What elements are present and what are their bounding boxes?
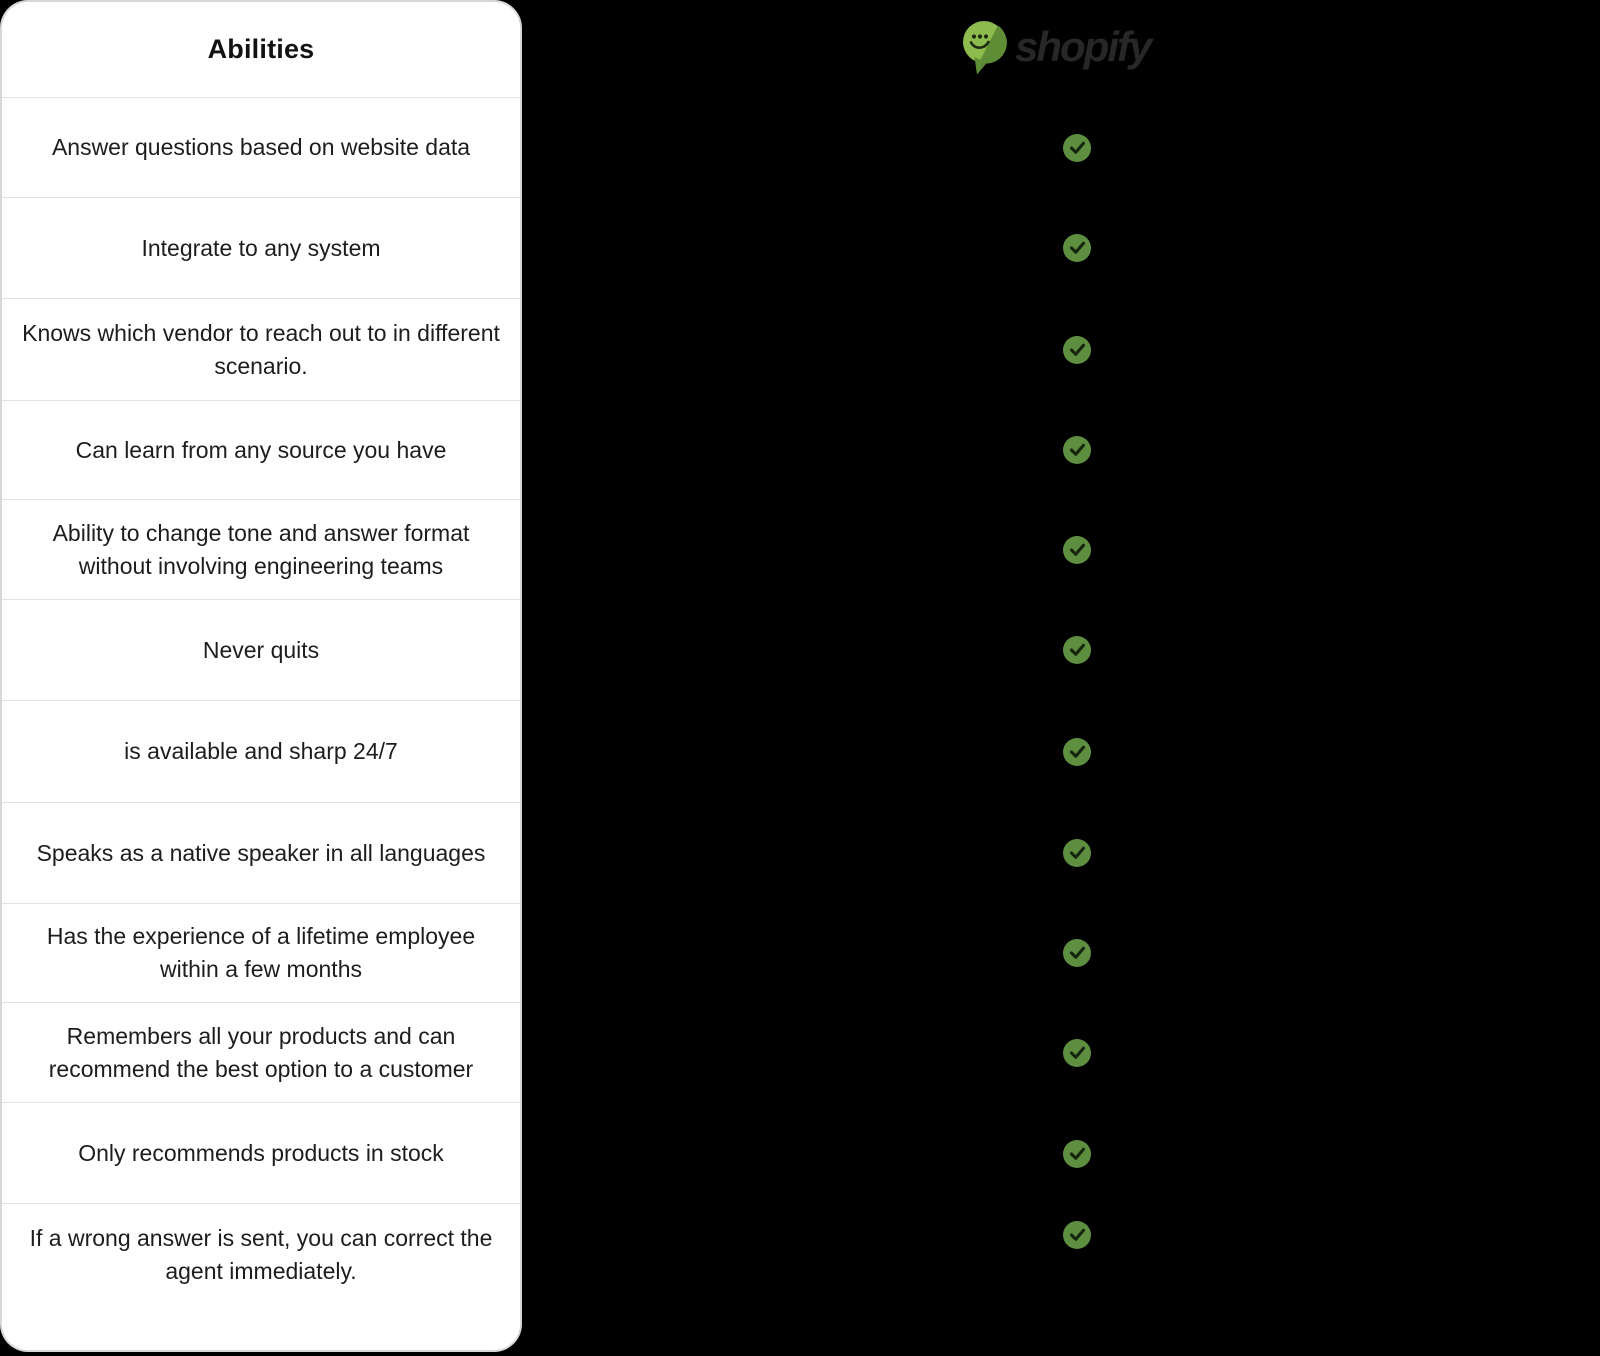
brand-logo xyxy=(962,18,1150,76)
row-label: Answer questions based on website data xyxy=(51,134,471,160)
table-row xyxy=(2,98,520,198)
check-circle-icon xyxy=(1063,134,1091,162)
table-row xyxy=(2,299,520,401)
abilities-card xyxy=(2,2,520,1350)
row-label: Can learn from any source you have xyxy=(75,436,447,463)
check-circle-icon xyxy=(1063,1140,1091,1168)
check-circle-icon xyxy=(1063,436,1091,464)
row-label: Has the experience of a lifetime employee within a few months xyxy=(46,923,476,982)
row-label: Never quits xyxy=(202,636,320,663)
table-header: Abilities xyxy=(2,2,520,98)
table-row xyxy=(2,600,520,701)
check-circle-icon xyxy=(1063,939,1091,967)
row-label: Only recommends products in stock xyxy=(78,1139,444,1166)
check-circle-icon xyxy=(1063,738,1091,766)
table-row xyxy=(2,500,520,600)
table-row xyxy=(2,803,520,904)
check-circle-icon xyxy=(1063,1221,1091,1249)
table-row xyxy=(2,904,520,1003)
check-circle-icon xyxy=(1063,234,1091,262)
table-row xyxy=(2,401,520,500)
row-label: Remembers all your products and can recommend the best option to a customer xyxy=(48,1022,474,1082)
table-row xyxy=(2,701,520,803)
table-row xyxy=(2,1103,520,1204)
row-label: Knows which vendor to reach out to in different scenario. xyxy=(22,319,500,379)
row-label: Ability to change tone and answer format without involving engineering teams xyxy=(52,519,470,579)
row-label: Integrate to any system xyxy=(141,234,381,261)
check-circle-icon xyxy=(1063,1039,1091,1067)
row-label: Speaks as a native speaker in all languages xyxy=(36,839,486,866)
check-circle-icon xyxy=(1063,839,1091,867)
chat-smiley-icon xyxy=(962,20,1010,76)
table-row xyxy=(2,198,520,299)
row-label: If a wrong answer is sent, you can correct the agent immediately. xyxy=(29,1224,493,1284)
row-label: is available and sharp 24/7 xyxy=(124,738,398,764)
check-circle-icon xyxy=(1063,536,1091,564)
table-row xyxy=(2,1003,520,1103)
check-circle-icon xyxy=(1063,636,1091,664)
brand-wordmark: shopify xyxy=(1015,23,1151,70)
table-row xyxy=(2,1204,520,1343)
check-circle-icon xyxy=(1063,336,1091,364)
